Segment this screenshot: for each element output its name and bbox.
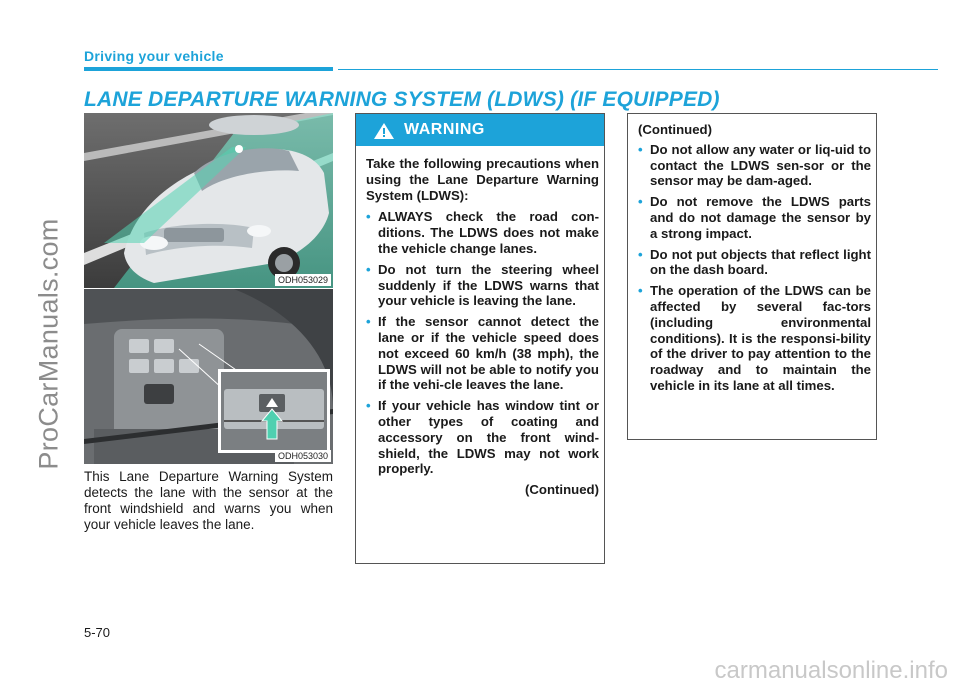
continued-body (638, 122, 871, 399)
continued-heading: (Continued) (638, 122, 712, 137)
continued-list (638, 142, 871, 394)
list-item: • Do not remove the LDWS parts and do not damage the sensor by a strong impact. (638, 194, 871, 241)
side-watermark (14, 0, 84, 689)
warning-body (366, 156, 599, 498)
bullet-icon: • (366, 261, 371, 277)
section-header: Driving your vehicle (84, 48, 224, 64)
list-item: • ALWAYS check the road con-ditions. The LDWS does not make the vehicle change lanes. (366, 209, 599, 256)
bullet-icon: • (366, 314, 371, 330)
bullet-icon: • (366, 398, 371, 414)
list-item: • Do not put objects that reflect light on the dash board. (638, 246, 871, 278)
intro-paragraph: This Lane Departure Warning System detects the lane with the sensor at the front windshield and warns you when your vehicle leaves the lane. (84, 469, 333, 532)
bullet-icon: • (638, 283, 643, 299)
list-item: • If the sensor cannot detect the lane or if the vehicle speed does not exceed 60 km/h (38 mph), the LDWS will not be able to notify you if the vehi-cle leaves the lane. (366, 314, 599, 393)
continued-box (627, 113, 877, 440)
page-number: 5-70 (84, 625, 111, 640)
warning-list (366, 209, 599, 477)
list-item: • Do not allow any water or liq-uid to contact the LDWS sen-sor or the sensor may be dam-aged. (638, 141, 871, 189)
bullet-icon: • (638, 194, 643, 210)
warning-header (356, 114, 604, 146)
bullet-icon: • (638, 141, 643, 157)
list-item: • If your vehicle has window tint or other types of coating and accessory on the front wind-shield, the LDWS may not work properly. (366, 398, 599, 477)
photo-code-1: ODH053029 (275, 274, 331, 286)
side-watermark-text: ProCarManuals.com (33, 218, 64, 470)
warning-intro: Take the following precautions when using the Lane Departure Warning System (LDWS): (366, 156, 599, 203)
photo-code-2: ODH053030 (275, 450, 331, 462)
list-item: • Do not turn the steering wheel suddenly if the LDWS warns that your vehicle is leaving the lane. (366, 261, 599, 309)
continued-label: (Continued) (525, 482, 599, 498)
bottom-watermark: carmanualsonline.info (714, 657, 948, 684)
bullet-icon: • (366, 209, 371, 225)
bullet-icon: • (638, 246, 643, 262)
warning-triangle-icon (374, 123, 394, 139)
page-title: LANE DEPARTURE WARNING SYSTEM (LDWS) (IF EQUIPPED) (84, 88, 720, 111)
warning-title: WARNING (404, 121, 485, 138)
switch-photo (84, 289, 333, 464)
car-photo (84, 113, 333, 288)
header-bar-right (338, 69, 938, 70)
list-item: • The operation of the LDWS can be affected by several fac-tors (including environmental conditions). It is the responsi-bility of the driver to pay attention to the roadway and to maintain the vehicle in its lane at all times. (638, 283, 871, 393)
header-bar-left (84, 67, 333, 71)
warning-box (355, 113, 605, 564)
